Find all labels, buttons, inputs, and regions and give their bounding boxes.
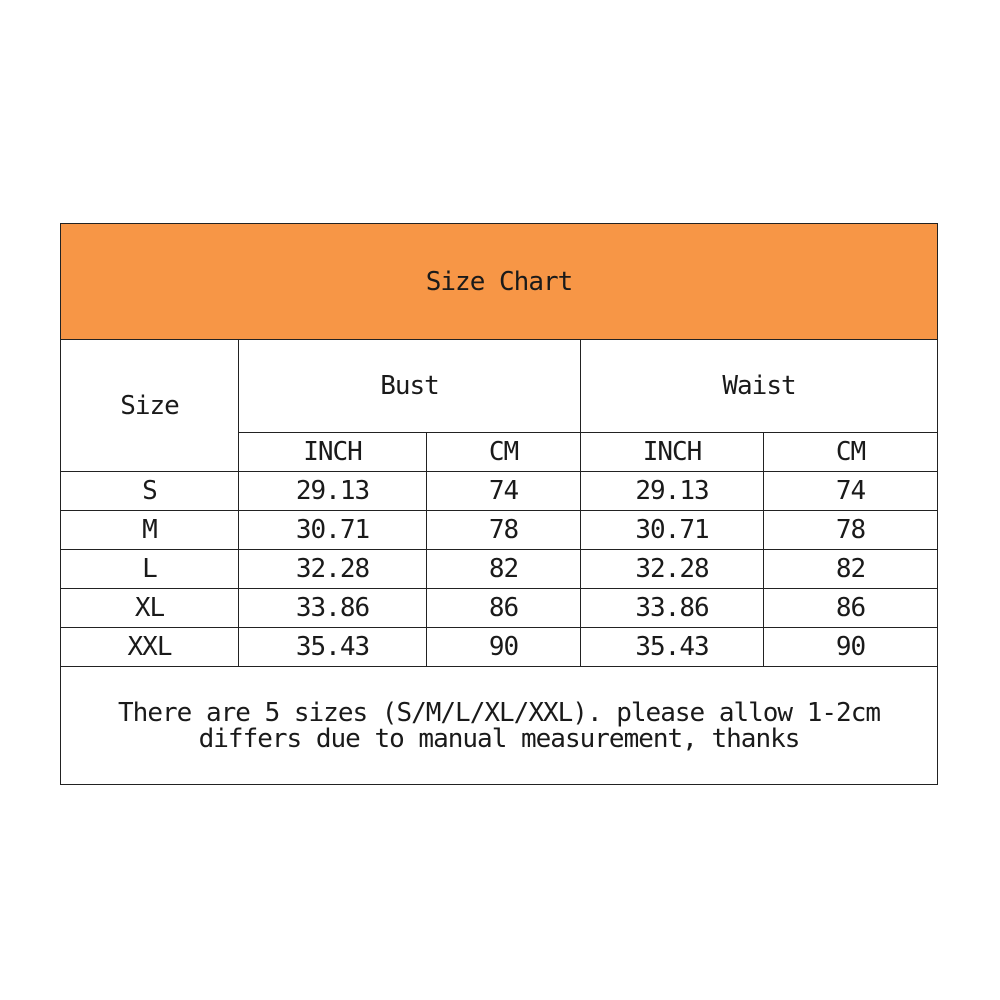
bust-inch-header: INCH — [239, 433, 427, 472]
waist-cm-cell: 86 — [764, 589, 938, 628]
waist-cm-cell: 82 — [764, 550, 938, 589]
table-row — [61, 550, 938, 589]
size-column-header: Size — [61, 340, 239, 472]
table-row — [61, 589, 938, 628]
bust-inch-cell: 35.43 — [239, 628, 427, 667]
size-cell: M — [61, 511, 239, 550]
title-row — [61, 224, 938, 340]
waist-inch-cell: 33.86 — [581, 589, 764, 628]
waist-cm-cell: 78 — [764, 511, 938, 550]
waist-cm-cell: 74 — [764, 472, 938, 511]
note-row — [61, 667, 938, 785]
bust-cm-header: CM — [427, 433, 581, 472]
bust-cm-cell: 82 — [427, 550, 581, 589]
size-cell: XL — [61, 589, 239, 628]
bust-inch-cell: 29.13 — [239, 472, 427, 511]
waist-cm-header: CM — [764, 433, 938, 472]
waist-header: Waist — [581, 340, 938, 433]
table-row — [61, 511, 938, 550]
bust-inch-cell: 30.71 — [239, 511, 427, 550]
header-group-row — [61, 340, 938, 433]
size-chart-table — [60, 223, 938, 785]
bust-cm-cell: 86 — [427, 589, 581, 628]
waist-cm-cell: 90 — [764, 628, 938, 667]
note-line-1: There are 5 sizes (S/M/L/XL/XXL). please allow 1-2cm — [118, 697, 881, 728]
note-line-2: differs due to manual measurement, thanks — [198, 723, 800, 754]
bust-header: Bust — [239, 340, 581, 433]
size-note — [61, 667, 938, 785]
size-cell: L — [61, 550, 239, 589]
size-cell: XXL — [61, 628, 239, 667]
size-cell: S — [61, 472, 239, 511]
waist-inch-cell: 32.28 — [581, 550, 764, 589]
waist-inch-header: INCH — [581, 433, 764, 472]
waist-inch-cell: 30.71 — [581, 511, 764, 550]
bust-inch-cell: 33.86 — [239, 589, 427, 628]
table-row — [61, 472, 938, 511]
waist-inch-cell: 35.43 — [581, 628, 764, 667]
chart-title: Size Chart — [61, 224, 938, 340]
bust-inch-cell: 32.28 — [239, 550, 427, 589]
bust-cm-cell: 78 — [427, 511, 581, 550]
table-row — [61, 628, 938, 667]
bust-cm-cell: 90 — [427, 628, 581, 667]
bust-cm-cell: 74 — [427, 472, 581, 511]
waist-inch-cell: 29.13 — [581, 472, 764, 511]
